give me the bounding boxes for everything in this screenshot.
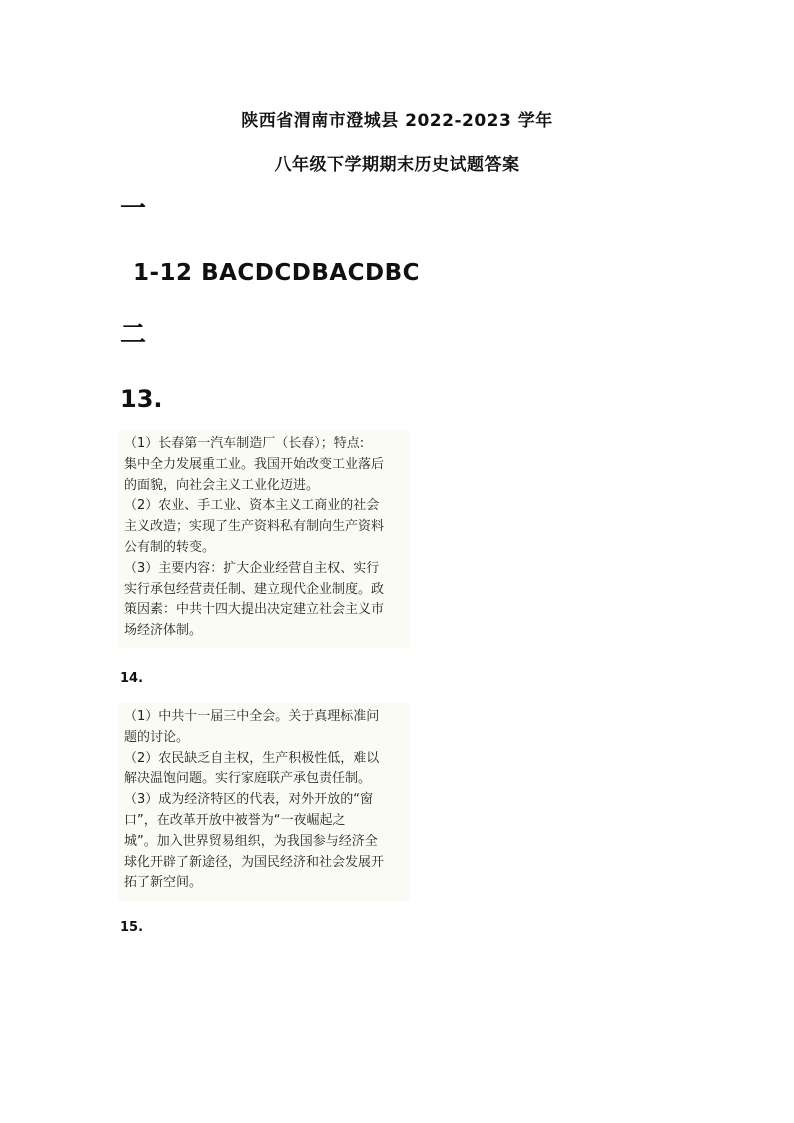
answer-line: 主义改造；实现了生产资料私有制向生产资料: [124, 519, 385, 535]
answer-line: （2）农业、手工业、资本主义工商业的社会: [124, 498, 380, 514]
multiple-choice-answers: 1-12 BACDCDBACDBC: [133, 260, 421, 286]
answer-line: 口”，在改革开放中被誉为“一夜崛起之: [124, 812, 346, 828]
question-13-number: 13.: [120, 385, 163, 413]
answer-line: 集中全力发展重工业。我国开始改变工业落后: [124, 456, 385, 472]
answer-line: 公有制的转变。: [124, 539, 216, 555]
question-15-number: 15.: [120, 920, 144, 935]
answer-line: 场经济体制。: [124, 623, 203, 639]
answer-line: （3）成为经济特区的代表，对外开放的“窗: [124, 792, 374, 808]
answer-line: 解决温饱问题。实行家庭联产承包责任制。: [124, 771, 372, 787]
document-title-line1: 陕西省渭南市澄城县 2022-2023 学年: [241, 111, 553, 131]
question-14-answer: [118, 703, 410, 901]
section-two-heading: 二: [120, 320, 147, 350]
question-14-number: 14.: [120, 671, 144, 686]
document-title-line2: 八年级下学期期末历史试题答案: [274, 155, 520, 175]
answer-line: 的面貌，向社会主义工业化迈进。: [124, 477, 320, 493]
answer-line: （1）长春第一汽车制造厂（长春）；特点:: [124, 436, 365, 451]
section-one-heading: 一: [120, 194, 147, 224]
answer-line: （3）主要内容：扩大企业经营自主权、实行: [124, 560, 380, 576]
answer-line: （2）农民缺乏自主权，生产积极性低，难以: [124, 750, 380, 766]
answer-line: 城”。加入世界贸易组织，为我国参与经济全: [124, 833, 378, 849]
answer-line: 球化开辟了新途径，为国民经济和社会发展开: [124, 854, 385, 870]
answer-line: （1）中共十一届三中全会。关于真理标准问: [124, 709, 380, 724]
answer-line: 实行承包经营责任制、建立现代企业制度。政: [124, 581, 385, 597]
answer-line: 题的讨论。: [124, 729, 190, 745]
answer-line: 策因素：中共十四大提出决定建立社会主义市: [124, 602, 385, 618]
question-13-answer: [118, 430, 410, 648]
answer-line: 拓了新空间。: [124, 875, 203, 891]
